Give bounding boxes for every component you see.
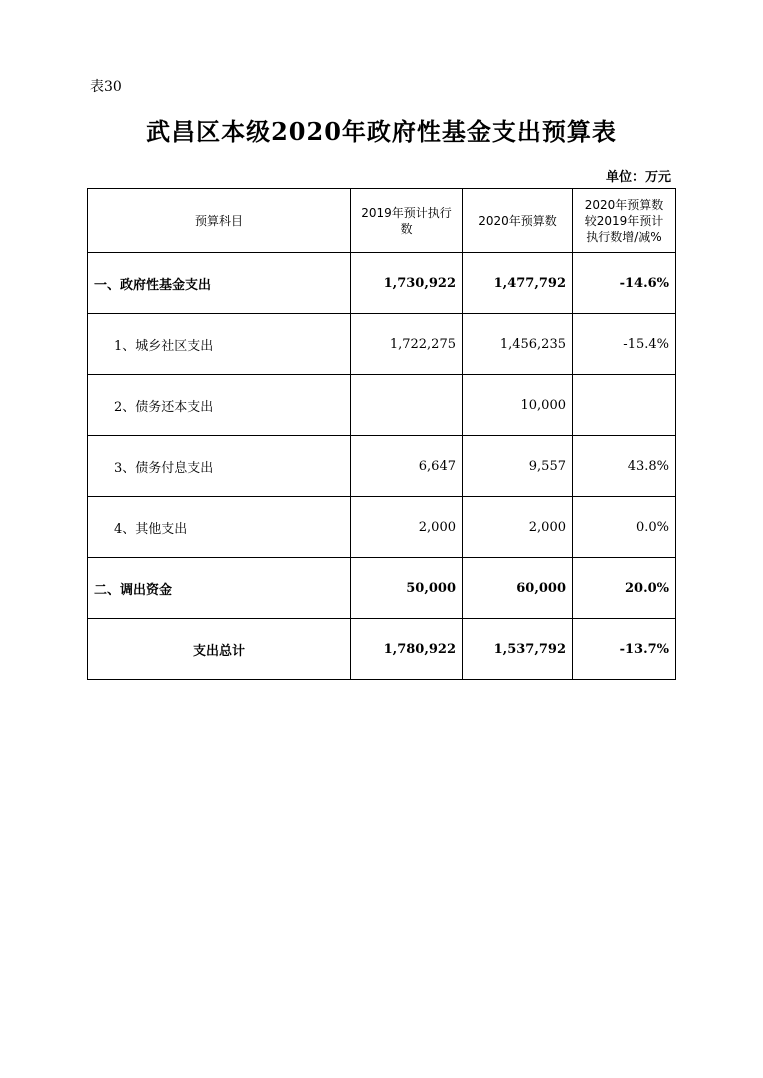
budget-table [87, 188, 676, 680]
row-2020-value: 2,000 [463, 497, 573, 558]
table-row [88, 375, 676, 436]
row-name: 一、政府性基金支出 [88, 253, 351, 314]
row-2020-value: 9,557 [463, 436, 573, 497]
row-2019-value: 1,722,275 [351, 314, 463, 375]
table-row [88, 558, 676, 619]
row-2020-value: 60,000 [463, 558, 573, 619]
table-label: 表30 [90, 79, 122, 95]
row-2019-value: 2,000 [351, 497, 463, 558]
total-2019-value: 1,780,922 [351, 619, 463, 680]
header-budget-item: 预算科目 [88, 189, 351, 253]
row-name: 2、债务还本支出 [88, 375, 351, 436]
header-row [88, 189, 676, 253]
total-2020-value: 1,537,792 [463, 619, 573, 680]
row-change-value: 43.8% [573, 436, 676, 497]
unit-label: 单位：万元 [605, 170, 671, 185]
row-change-value [573, 375, 676, 436]
row-change-value: -15.4% [573, 314, 676, 375]
row-2019-value: 1,730,922 [351, 253, 463, 314]
row-change-value: 0.0% [573, 497, 676, 558]
table-row [88, 436, 676, 497]
total-row [88, 619, 676, 680]
page-title: 武昌区本级2020年政府性基金支出预算表 [146, 117, 617, 146]
row-2019-value [351, 375, 463, 436]
row-change-value: 20.0% [573, 558, 676, 619]
row-2020-value: 1,456,235 [463, 314, 573, 375]
row-2020-value: 1,477,792 [463, 253, 573, 314]
table-row [88, 314, 676, 375]
row-name: 3、债务付息支出 [88, 436, 351, 497]
total-label: 支出总计 [88, 619, 351, 680]
header-2019-estimate: 2019年预计执行数 [351, 189, 463, 253]
row-2019-value: 6,647 [351, 436, 463, 497]
table-row [88, 497, 676, 558]
total-change-value: -13.7% [573, 619, 676, 680]
header-2020-budget: 2020年预算数 [463, 189, 573, 253]
row-change-value: -14.6% [573, 253, 676, 314]
row-2020-value: 10,000 [463, 375, 573, 436]
row-name: 4、其他支出 [88, 497, 351, 558]
row-2019-value: 50,000 [351, 558, 463, 619]
table-row [88, 253, 676, 314]
row-name: 二、调出资金 [88, 558, 351, 619]
header-change-percent: 2020年预算数较2019年预计执行数增/减% [573, 189, 676, 253]
row-name: 1、城乡社区支出 [88, 314, 351, 375]
